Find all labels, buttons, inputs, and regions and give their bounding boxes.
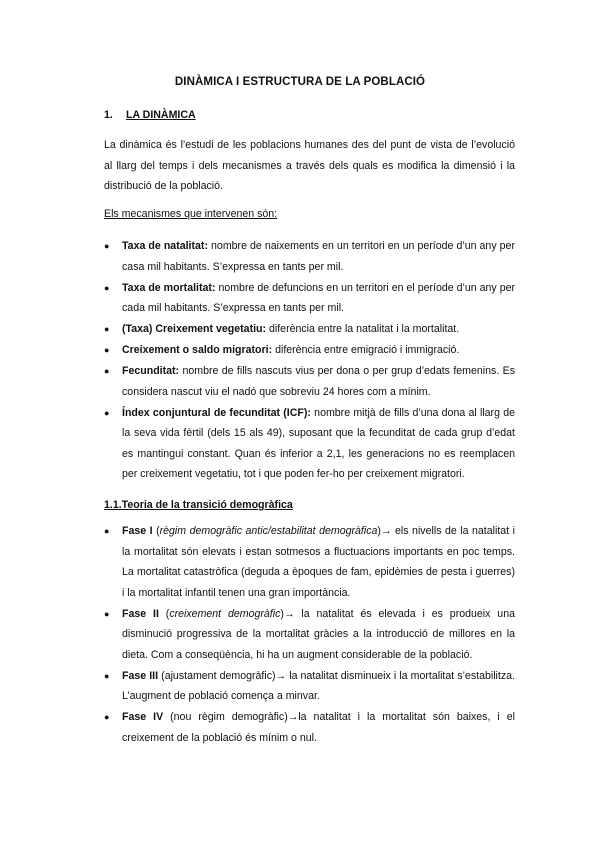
list-item: ● Fase IV (nou règim demogràfic)→la natalitat i la mortalitat són baixes, i el creixement de la població és mínim o nul. bbox=[104, 707, 515, 748]
phase-term: Fase IV bbox=[122, 711, 164, 723]
definition: nombre de naixements en un territori en un període d’un any per casa mil habitants. S’expressa en tants per mil. bbox=[122, 240, 515, 273]
bullet-icon: ● bbox=[104, 608, 110, 619]
phase-text: → la natalitat disminueix i la mortalitat s’estabilitza. L’augment de població comença a minvar. bbox=[122, 669, 515, 702]
phase-term: Fase I bbox=[122, 525, 153, 537]
mechanisms-heading: Els mecanismes que intervenen són: bbox=[104, 208, 278, 220]
bullet-icon: ● bbox=[104, 712, 110, 722]
term: Fecunditat: bbox=[122, 365, 180, 377]
phases-list bbox=[104, 521, 515, 749]
bullet-icon: ● bbox=[104, 526, 110, 536]
term: Creixement o saldo migratori: bbox=[122, 344, 273, 356]
section-title: LA DINÀMICA bbox=[126, 109, 196, 121]
bullet-icon: ● bbox=[104, 345, 110, 355]
list-item bbox=[104, 319, 515, 340]
phase-paren: règim demogràfic antic/estabilitat demogràfica bbox=[159, 525, 378, 537]
list-item bbox=[104, 340, 515, 361]
bullet-icon: ● bbox=[104, 241, 110, 251]
list-item: ● Fase III (ajustament demogràfic)→ la natalitat disminueix i la mortalitat s’estabilitza. L’augment de població comença a minvar. bbox=[104, 666, 515, 707]
mechanisms-list bbox=[104, 236, 515, 485]
term: (Taxa) Creixement vegetatiu: bbox=[122, 323, 267, 335]
section-heading bbox=[104, 109, 196, 121]
phase-paren: nou règim demogràfic bbox=[173, 711, 285, 723]
definition: nombre mitjà de fills d’una dona al llarg de la seva vida fèrtil (dels 15 als 49), suposant que la fecunditat de cada grup d’edat es mantingui constant. Quan és inferior a 2,1, les generacions no es reemplacen per creixement vegetatiu, tot i que poden fer-ho per creixement migratori. bbox=[122, 406, 515, 480]
list-item bbox=[104, 278, 515, 319]
list-item: ● Fase I (règim demogràfic antic/estabilitat demogràfica)→ els nivells de la natalitat i la mortalitat són elevats i estan sotmesos a fluctuacions importants en poc temps. La mortalitat catastròfica (deguda a èpoques de fam, epidèmies de pesta i guerres) i la mortalitat infantil tenen una gran importància. bbox=[104, 521, 515, 603]
term: Taxa de natalitat: bbox=[122, 240, 208, 252]
list-item bbox=[104, 236, 515, 277]
list-item bbox=[104, 403, 515, 485]
phase-term: Fase III bbox=[122, 669, 159, 682]
definition: diferència entre la natalitat i la mortalitat. bbox=[266, 323, 460, 335]
definition: nombre de fills nascuts vius per dona o per grup d’edats femenins. Es considera nascut viu el nadó que sobreviu 24 hores com a mínim. bbox=[122, 365, 515, 398]
subsection-number: 1.1. bbox=[104, 499, 122, 511]
phase-text: →la natalitat i la mortalitat són baixes, i el creixement de la població és mínim o nul. bbox=[122, 711, 515, 744]
phase-paren: ajustament demogràfic bbox=[164, 669, 272, 682]
bullet-icon: ● bbox=[104, 670, 110, 681]
term: Índex conjuntural de fecunditat (ICF): bbox=[122, 406, 311, 419]
subsection-heading bbox=[104, 499, 293, 511]
phase-text: → la natalitat és elevada i es produeix una disminució progressiva de la mortalitat gràcies a la introducció de millores en la dieta. Com a conseqüència, hi ha un augment considerable de la població. bbox=[122, 607, 515, 661]
bullet-icon: ● bbox=[104, 407, 110, 418]
phase-paren: creixement demogràfic bbox=[169, 607, 281, 620]
term: Taxa de mortalitat: bbox=[122, 281, 216, 294]
definition: nombre de defuncions en un territori en el període d’un any per cada mil habitants. S’expressa en tants per mil. bbox=[122, 281, 516, 314]
bullet-icon: ● bbox=[104, 366, 110, 376]
section-number: 1. bbox=[104, 109, 113, 121]
phase-term: Fase II bbox=[122, 607, 159, 620]
bullet-icon: ● bbox=[104, 282, 110, 293]
bullet-icon: ● bbox=[104, 324, 110, 334]
subsection-title: Teoria de la transició demogràfica bbox=[121, 499, 293, 511]
phase-text: → els nivells de la natalitat i la mortalitat són elevats i estan sotmesos a fluctuacions importants en poc temps. La mortalitat catastròfica (deguda a èpoques de fam, epidèmies de pesta i guerres) i la mortalitat infantil tenen una gran importància. bbox=[122, 525, 515, 599]
intro-paragraph: La dinàmica és l’estudi de les poblacions humanes des del punt de vista de l’evolució al llarg del temps i dels mecanismes a través dels quals es modifica la dimensió i la distribució de la població. bbox=[104, 139, 515, 192]
definition: diferència entre emigració i immigració. bbox=[272, 344, 460, 356]
list-item: ● Fase II (creixement demogràfic)→ la natalitat és elevada i es produeix una disminució progressiva de la mortalitat gràcies a la introducció de millores en la dieta. Com a conseqüència, hi ha un augment considerable de la població. bbox=[104, 604, 515, 666]
document-title: DINÀMICA I ESTRUCTURA DE LA POBLACIÓ bbox=[174, 76, 426, 88]
list-item bbox=[104, 361, 515, 402]
